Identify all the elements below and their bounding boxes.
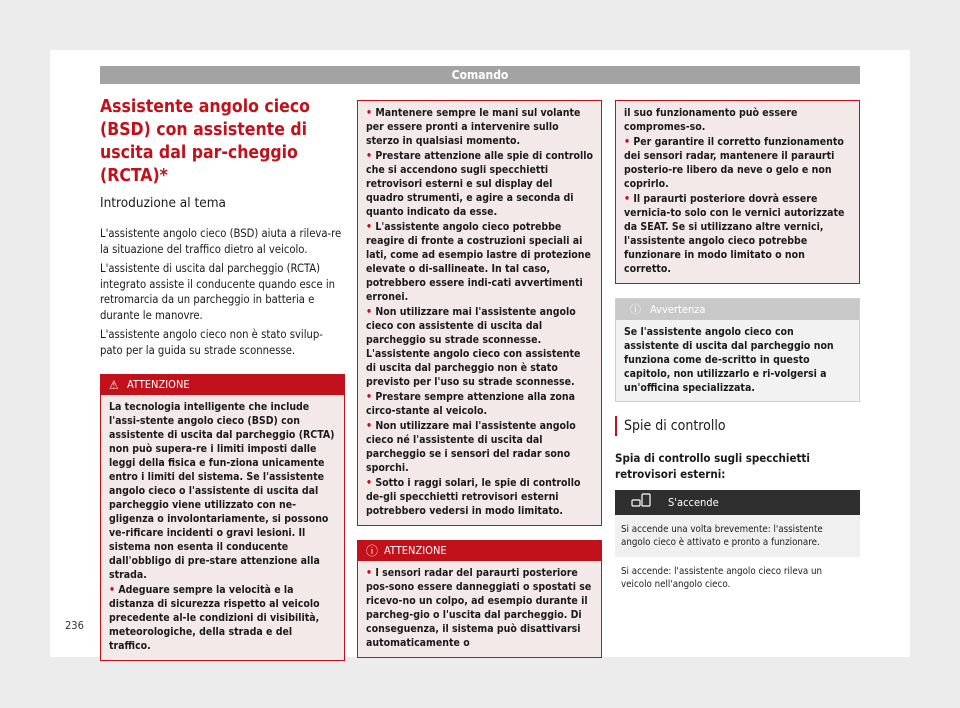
note-header: ⓘ Avvertenza — [616, 299, 859, 320]
bullet-icon: • — [366, 567, 376, 579]
bullet-icon: • — [366, 391, 376, 403]
table-header-row — [615, 490, 860, 515]
section-header: Comando — [100, 66, 860, 84]
bullet-item: • I sensori radar del paraurti posteriore pos-sono essere danneggiati o spostati se ricevo-no un colpo, ad esempio durante il parcheg-gio o l'uscita dal parcheggio. Di conseguenza, il sistema può disattivarsi automaticamente o — [366, 567, 592, 649]
column-2 — [357, 100, 602, 658]
caution-circle-icon: ⓘ — [366, 544, 379, 558]
warning-bullet: • Adeguare sempre la velocità e la distanza di sicurezza rispetto al veicolo precedente al-le condizioni di visibilità, meteorologiche, della strada e del traffico. — [109, 584, 320, 652]
caution-continuation-box — [615, 100, 860, 284]
bullet-item: • Prestare attenzione alle spie di controllo che si accendono sugli specchietti retrovisori esterni e sul display del quadro strumenti, e agire a seconda di quanto indicato da esse. — [366, 150, 593, 218]
mirror-warning-icon — [630, 493, 652, 509]
bullet-item: • Per garantire il corretto funzionamento dei sensori radar, mantenere il paraurti posterio-re libero da neve o gelo e non coprirlo. — [624, 136, 844, 190]
bullet-item: • Non utilizzare mai l'assistente angolo cieco né l'assistente di uscita dal parcheggio se i sensori del radar sono sporchi. — [366, 420, 576, 474]
continuation-text: il suo funzionamento può essere compromes-so. — [624, 107, 798, 133]
warning-text: La tecnologia intelligente che include l'assi-stente angolo cieco (BSD) con assistente di uscita dal parcheggio (RCTA) non può supera-re i limiti imposti dalle leggi della fisica e fun-ziona unicamente entro i limiti del sistema. Se l'assistente angolo cieco o l'assistente di uscita dal parcheggio viene utilizzato con ne-gligenza o involontariamente, si possono ve-rificare incidenti o gravi lesioni. Il sistema non esenta il conducente dall'obbligo di pre-stare attenzione alla strada. — [109, 401, 335, 581]
caution-continuation-body — [616, 101, 859, 283]
note-body: Se l'assistente angolo cieco con assistente di uscita dal parcheggio non funziona come de-scritto in questo capitolo, non utilizzarlo e ri-volgersi a un'officina specializzata. — [624, 326, 834, 394]
paragraph: L'assistente angolo cieco (BSD) aiuta a rileva-re la situazione del traffico dietro al veicolo. — [100, 227, 342, 256]
info-icon: ⓘ — [630, 303, 641, 316]
bullet-icon: • — [366, 306, 376, 318]
bullet-item: • Prestare sempre attenzione alla zona circo-stante al veicolo. — [366, 391, 575, 417]
warning-continuation-box — [357, 100, 602, 526]
indicator-table — [615, 490, 860, 599]
bullet-icon: • — [624, 193, 634, 205]
bullet-icon: • — [109, 584, 119, 596]
bullet-icon: • — [366, 221, 376, 233]
section-title: Spie di controllo — [615, 416, 860, 436]
bullet-icon: • — [366, 107, 376, 119]
page-title: Assistente angolo cieco (BSD) con assistente di uscita dal par-cheggio (RCTA)* — [100, 97, 310, 186]
bullet-item: • Mantenere sempre le mani sul volante per essere pronti a intervenire sullo sterzo in qualsiasi momento. — [366, 107, 581, 147]
warning-bullets — [358, 101, 601, 525]
caution-header: ⓘ ATTENZIONE — [358, 541, 601, 561]
page-number: 236 — [65, 619, 84, 632]
table-row — [615, 557, 860, 599]
bullet-icon: • — [366, 420, 376, 432]
table-row — [615, 515, 860, 557]
table-cell: Si accende una volta brevemente: l'assistente angolo cieco è attivato e pronto a funzionare. — [621, 524, 823, 548]
bullet-icon: • — [366, 150, 376, 162]
bullet-item: • L'assistente angolo cieco potrebbe reagire di fronte a costruzioni speciali ai lati, come ad esempio lastre di protezione elevate o di-sallineate. In tal caso, potrebbero essere indi-cati avvertimenti erronei. — [366, 221, 591, 303]
table-intro: Spia di controllo sugli specchietti retrovisori esterni: — [615, 451, 810, 481]
table-header-label: S'accende — [667, 490, 860, 515]
note-box — [615, 298, 860, 402]
bullet-icon: • — [366, 477, 376, 489]
warning-body — [101, 395, 344, 660]
table-cell: Si accende: l'assistente angolo cieco rileva un veicolo nell'angolo cieco. — [621, 566, 823, 590]
caution-body — [358, 561, 601, 657]
paragraph: L'assistente di uscita dal parcheggio (RCTA) integrato assiste il conducente quando esce in retromarcia da un parcheggio in batteria e durante le manovre. — [100, 262, 336, 322]
table-header-icon-cell — [615, 490, 667, 515]
warning-triangle-icon: ⚠ — [109, 378, 119, 392]
column-3 — [615, 100, 860, 599]
caution-box — [357, 540, 602, 658]
column-1 — [100, 96, 345, 661]
paragraph: L'assistente angolo cieco non è stato svilup-pato per la guida su strade sconnesse. — [100, 328, 323, 357]
bullet-item: • Non utilizzare mai l'assistente angolo cieco con assistente di uscita dal parcheggio su strade sconnesse. L'assistente angolo cieco con assistente di uscita dal parcheggio non è stato previsto per l'uso su strade sconnesse. — [366, 306, 581, 388]
bullet-item: • Il paraurti posteriore dovrà essere vernicia-to solo con le vernici autorizzate da SEAT. Se si utilizzano altre vernici, l'assistente angolo cieco potrebbe funzionare in modo limitato o non corretto. — [624, 193, 845, 275]
subtitle: Introduzione al tema — [100, 195, 226, 211]
warning-header: ⚠ ATTENZIONE — [101, 375, 344, 395]
warning-box — [100, 374, 345, 661]
bullet-icon: • — [624, 136, 634, 148]
bullet-item: • Sotto i raggi solari, le spie di controllo de-gli specchietti retrovisori esterni potrebbero vedersi in modo limitato. — [366, 477, 581, 517]
